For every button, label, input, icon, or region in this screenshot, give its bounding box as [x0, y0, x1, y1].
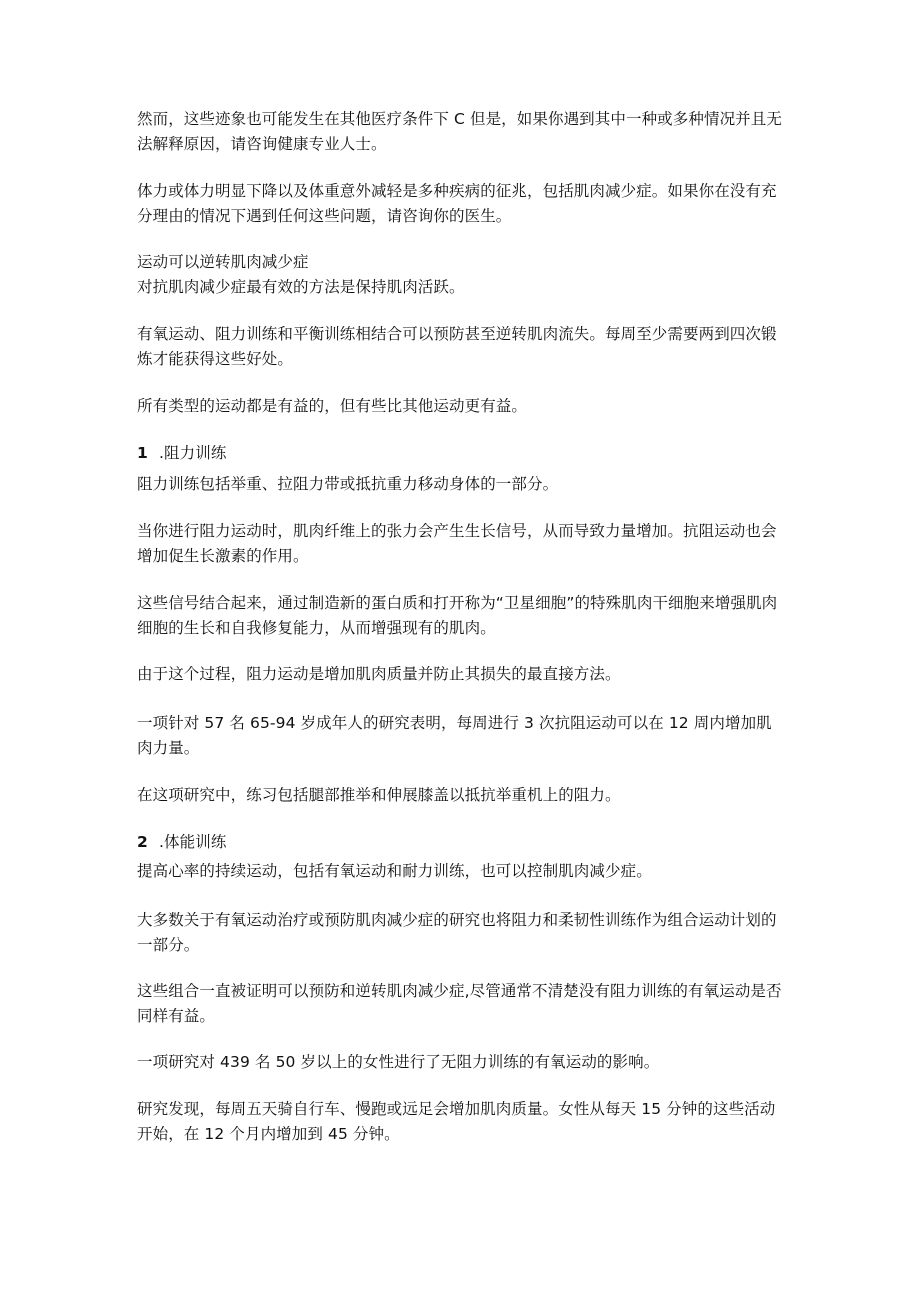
paragraph: 然而，这些迹象也可能发生在其他医疗条件下 C 但是，如果你遇到其中一种或多种情况并且无法解释原因，请咨询健康专业人士。 — [137, 110, 782, 153]
heading-text: .阻力训练 — [159, 444, 227, 462]
numbered-heading-2 — [137, 830, 787, 855]
paragraph: 当你进行阻力运动时，肌肉纤维上的张力会产生生长信号，从而导致力量增加。抗阻运动也会增加促生长激素的作用。 — [137, 522, 777, 565]
paragraph: 体力或体力明显下降以及体重意外减轻是多种疾病的征兆，包括肌肉减少症。如果你在没有充分理由的情况下遇到任何这些问题，请咨询你的医生。 — [137, 182, 777, 225]
paragraph: 研究发现，每周五天骑自行车、慢跑或远足会增加肌肉质量。女性从每天 15 分钟的这些活动开始，在 12 个月内增加到 45 分钟。 — [137, 1100, 776, 1143]
paragraph: 提高心率的持续运动，包括有氧运动和耐力训练，也可以控制肌肉减少症。 — [137, 862, 652, 880]
paragraph: 在这项研究中，练习包括腿部推举和伸展膝盖以抵抗举重机上的阻力。 — [137, 786, 621, 804]
paragraph: 大多数关于有氧运动治疗或预防肌肉减少症的研究也将阻力和柔韧性训练作为组合运动计划的一部分。 — [137, 911, 777, 954]
heading-text: .体能训练 — [159, 833, 227, 851]
section-title: 运动可以逆转肌肉减少症 — [137, 253, 309, 271]
paragraph: 对抗肌肉减少症最有效的方法是保持肌肉活跃。 — [137, 278, 465, 296]
paragraph: 由于这个过程，阻力运动是增加肌肉质量并防止其损失的最直接方法。 — [137, 665, 621, 683]
heading-number: 2 — [137, 833, 148, 851]
paragraph: 阻力训练包括举重、拉阻力带或抵抗重力移动身体的一部分。 — [137, 475, 559, 493]
paragraph: 所有类型的运动都是有益的，但有些比其他运动更有益。 — [137, 397, 528, 415]
paragraph: 有氧运动、阻力训练和平衡训练相结合可以预防甚至逆转肌肉流失。每周至少需要两到四次锻炼才能获得这些好处。 — [137, 325, 777, 368]
paragraph: 这些信号结合起来，通过制造新的蛋白质和打开称为“卫星细胞”的特殊肌肉干细胞来增强肌肉细胞的生长和自我修复能力，从而增强现有的肌肉。 — [137, 594, 778, 637]
paragraph: 一项研究对 439 名 50 岁以上的女性进行了无阻力训练的有氧运动的影响。 — [137, 1053, 660, 1071]
paragraph: 这些组合一直被证明可以预防和逆转肌肉减少症,尽管通常不清楚没有阻力训练的有氧运动是否同样有益。 — [137, 982, 782, 1025]
heading-number: 1 — [137, 444, 148, 462]
numbered-heading-1 — [137, 441, 787, 466]
paragraph: 一项针对 57 名 65-94 岁成年人的研究表明，每周进行 3 次抗阻运动可以在 12 周内增加肌肉力量。 — [137, 714, 772, 757]
